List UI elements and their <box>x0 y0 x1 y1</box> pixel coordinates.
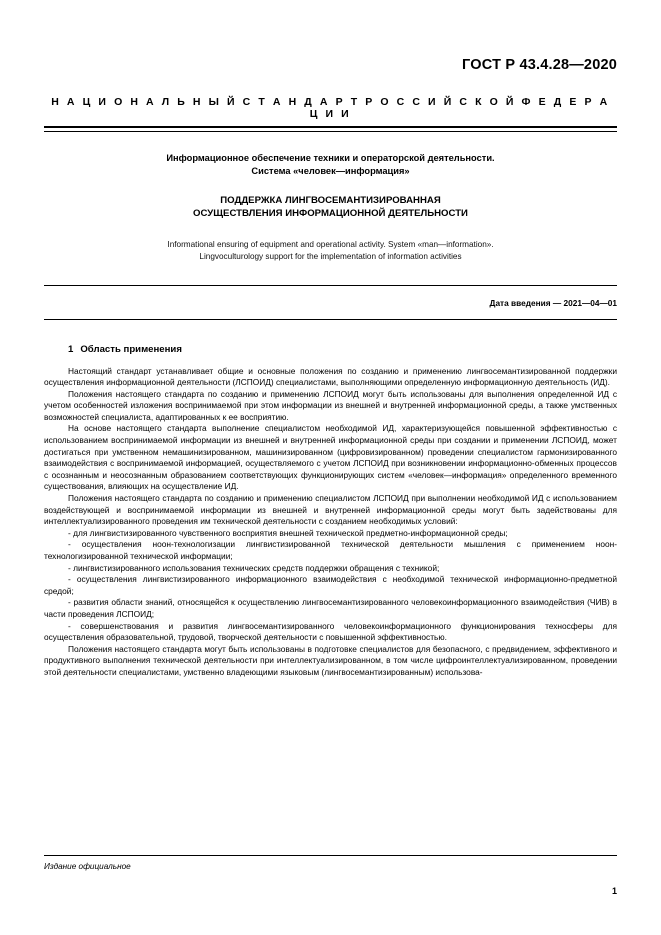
edition-label: Издание официальное <box>44 862 131 871</box>
page-number: 1 <box>611 886 617 896</box>
paragraph: Настоящий стандарт устанавливает общие и основные положения по созданию и применению лингвосемантизированной поддержки осуществления информационной деятельности (ЛСПОИД) специалистами, выполняющими определенную информационную деятельность (ИД). <box>44 365 617 388</box>
footer-rule <box>44 855 617 856</box>
title-english-line2: Lingvoculturology support for the implementation of information activities <box>199 251 462 261</box>
page-content <box>44 0 617 679</box>
paragraph: Положения настоящего стандарта по созданию и применению ЛСПОИД могут быть использованы для выполнения определенной ИД с учетом особенностей изложения воспринимаемой при этом информации из внешней и внутренней информационной среды, а также умственных возможностей специалиста, адаптированных к ее восприятию. <box>44 388 617 422</box>
section-title: Область применения <box>80 343 182 355</box>
header-rule-thick <box>44 126 617 128</box>
national-standard-label: Н А Ц И О Н А Л Ь Н Ы Й С Т А Н Д А Р Т Р О С С И Й С К О Й Ф Е Д Е Р А Ц И И <box>51 96 610 120</box>
paragraph: Положения настоящего стандарта могут быть использованы в подготовке специалистов для безопасного, с предвидением, эффективного и продуктивного выполнения технической деятельности при интеллектуализированном, в том числе цифроинтеллектуализированном, проведении этой деятельности специалистами, умственно владеющими языковым (лингвосемантизированным) использова- <box>44 643 617 677</box>
list-item: - для лингвистизированного чувственного восприятия внешней технической предметно-информационной среды; <box>68 527 508 538</box>
title-block <box>44 152 617 263</box>
title-subtitle-line2: Система «человек—информация» <box>251 165 410 176</box>
list-item: - совершенствования и развития лингвосемантизированного человекоинформационного функционирования техносферы для осуществления образовательной, трудовой, творческой деятельности с повышенной эффективностью. <box>44 620 617 643</box>
body-text <box>44 366 617 679</box>
title-subtitle-line1: Информационное обеспечение техники и операторской деятельности. <box>166 152 495 163</box>
section-heading <box>68 344 617 355</box>
paragraph: Положения настоящего стандарта по созданию и применению специалистом ЛСПОИД при выполнении необходимой ИД с использованием воздействующей и воспринимаемой информации из внешней и внутренней информационной среды могут быть задействованы для интеллектуализированного проведения им технической деятельности с созданием необходимых условий: <box>44 493 617 527</box>
title-main-line1: ПОДДЕРЖКА ЛИНГВОСЕМАНТИЗИРОВАННАЯ <box>220 194 441 206</box>
header-rule-thin <box>44 131 617 132</box>
list-item: - развития области знаний, относящейся к осуществлению лингвосемантизированного человекоинформационного взаимодействия (ЧИВ) в части проведения ЛСПОИД; <box>44 597 617 619</box>
title-rule <box>44 285 617 286</box>
date-rule <box>44 319 617 320</box>
title-english-line1: Informational ensuring of equipment and operational activity. System «man—information». <box>167 239 494 249</box>
effective-date: Дата введения — 2021—04—01 <box>489 297 617 308</box>
paragraph: На основе настоящего стандарта выполнение специалистом необходимой ИД, характеризующейся повышенной эффективностью с использованием воспринимаемой информации из внешней и внутренней информационной среды при создании и применении ЛСПОИД, может достигаться при умственном немашинизированном, машинизированном (цифровизированном) проведении специалистом гармонизированного взаимодействия с воспринимаемой информацией, осуществляемого с учетом ЛСПОИД при возникновении информационно-обменных процессов с осознанным и неосознанным образованием соответствующих функционирующих систем «человек—информация» определенного временного существования, влияющих на осуществление ИД. <box>44 423 617 492</box>
list-item: - осуществления лингвистизированного информационного взаимодействия с необходимой технической информационно-предметной средой; <box>44 574 617 596</box>
section-number: 1 <box>68 343 74 355</box>
title-main-line2: ОСУЩЕСТВЛЕНИЯ ИНФОРМАЦИОННОЙ ДЕЯТЕЛЬНОСТИ <box>193 208 468 219</box>
list-item: - осуществления ноон-технологизации лингвистизированной технической деятельности мышления с применением ноон-технологизированной технической информации; <box>44 539 617 561</box>
standard-number: ГОСТ Р 43.4.28—2020 <box>462 57 617 73</box>
list-item: - лингвистизированного использования технических средств поддержки обращения с техникой; <box>68 562 440 573</box>
